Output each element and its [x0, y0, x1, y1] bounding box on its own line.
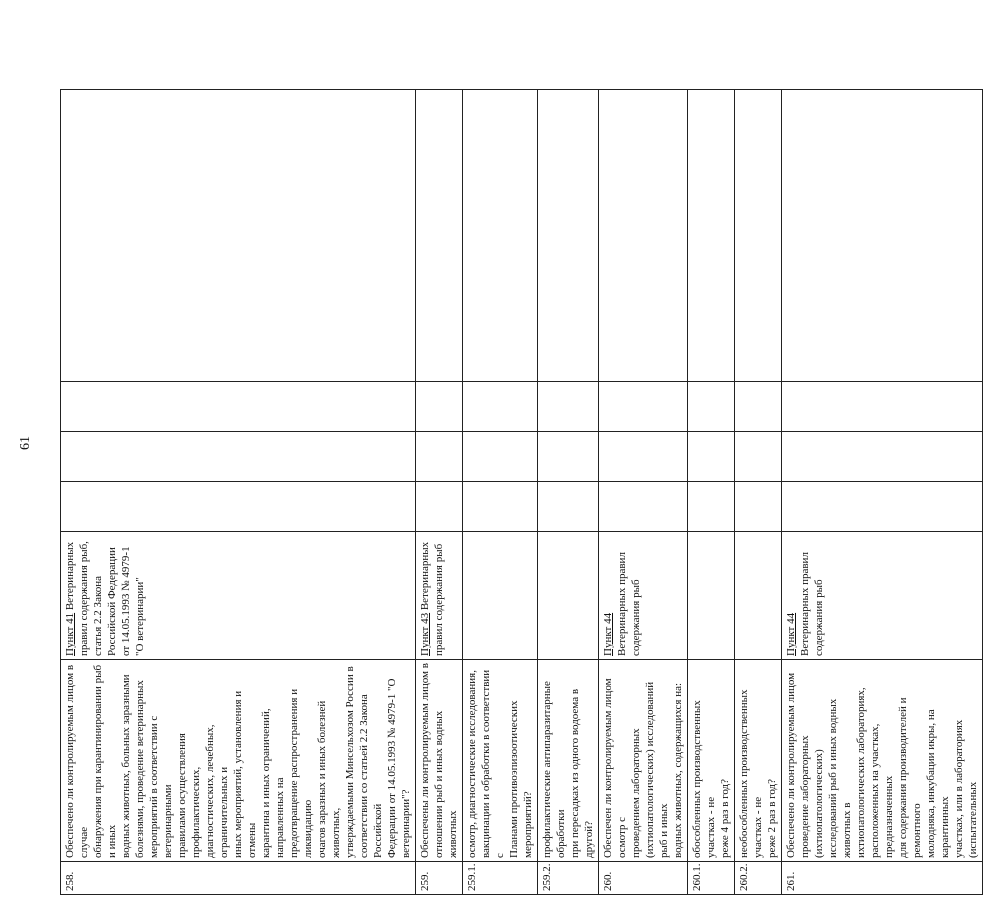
reference-link[interactable]: Пункт 44	[785, 612, 797, 656]
answer-cell[interactable]	[463, 482, 538, 532]
answer-cell[interactable]	[688, 90, 735, 382]
answer-cell[interactable]	[688, 482, 735, 532]
table-row	[688, 90, 735, 895]
reference-link[interactable]: Пункт 43	[419, 612, 431, 656]
table-row	[61, 90, 416, 895]
answer-cell[interactable]	[538, 90, 599, 382]
requirement-question: необособленных производственных участках - не реже 2 раз в год?	[735, 660, 782, 862]
legal-reference	[688, 532, 735, 660]
answer-cell[interactable]	[782, 482, 983, 532]
table-row	[735, 90, 782, 895]
row-number: 258.	[61, 862, 416, 895]
answer-cell[interactable]	[688, 432, 735, 482]
answer-cell[interactable]	[416, 482, 463, 532]
legal-reference	[538, 532, 599, 660]
checklist-table	[60, 89, 983, 895]
legal-reference: Пункт 44 Ветеринарных правил содержания рыб	[599, 532, 688, 660]
answer-cell[interactable]	[61, 382, 416, 432]
answer-cell[interactable]	[599, 382, 688, 432]
requirement-question: Обеспечен ли контролируемым лицом осмотр с проведением лабораторных (ихтиопатологических) исследований рыб и иных водных животных, содержащихся на:	[599, 660, 688, 862]
answer-cell[interactable]	[538, 482, 599, 532]
requirement-question: Обеспечено ли контролируемым лицом проведение лабораторных (ихтиопатологических) исследований рыб и иных водных животных в ихтиопатологических лабораториях, расположенных на участках, предназначенных для содержания производителей и ремонтного молодняка, инкубации икры, на карантинных участках, или в лабораториях (испытательных	[782, 660, 983, 862]
legal-reference	[463, 532, 538, 660]
answer-cell[interactable]	[735, 482, 782, 532]
requirement-question: обособленных производственных участках - не реже 4 раз в год?	[688, 660, 735, 862]
answer-cell[interactable]	[735, 382, 782, 432]
legal-reference: Пункт 43 Ветеринарных правил содержания рыб	[416, 532, 463, 660]
legal-reference: Пункт 44 Ветеринарных правил содержания рыб	[782, 532, 983, 660]
legal-reference: Пункт 41 Ветеринарных правил содержания рыб, статья 2.2 Закона Российской Федерации от 14.05.1993 № 4979-1 "О ветеринарии"	[61, 532, 416, 660]
answer-cell[interactable]	[782, 382, 983, 432]
requirement-question: профилактические антипаразитарные обработки при пересадках из одного водоема в другой?	[538, 660, 599, 862]
answer-cell[interactable]	[599, 90, 688, 382]
answer-cell[interactable]	[735, 432, 782, 482]
answer-cell[interactable]	[416, 432, 463, 482]
answer-cell[interactable]	[538, 432, 599, 482]
answer-cell[interactable]	[61, 482, 416, 532]
answer-cell[interactable]	[599, 432, 688, 482]
row-number: 261.	[782, 862, 983, 895]
answer-cell[interactable]	[735, 90, 782, 382]
table-row	[538, 90, 599, 895]
answer-cell[interactable]	[61, 432, 416, 482]
answer-cell[interactable]	[538, 382, 599, 432]
row-number: 259.	[416, 862, 463, 895]
row-number: 260.	[599, 862, 688, 895]
requirement-question: осмотр, диагностические исследования, вакцинации и обработки в соответствии с Планами противоэпизоотических мероприятий?	[463, 660, 538, 862]
table-row	[463, 90, 538, 895]
answer-cell[interactable]	[782, 432, 983, 482]
answer-cell[interactable]	[463, 90, 538, 382]
reference-link[interactable]: Пункт 44	[602, 612, 614, 656]
answer-cell[interactable]	[782, 90, 983, 382]
answer-cell[interactable]	[416, 90, 463, 382]
legal-reference	[735, 532, 782, 660]
row-number: 259.1.	[463, 862, 538, 895]
answer-cell[interactable]	[688, 382, 735, 432]
table-row	[599, 90, 688, 895]
row-number: 260.1.	[688, 862, 735, 895]
answer-cell[interactable]	[416, 382, 463, 432]
row-number: 259.2.	[538, 862, 599, 895]
table-row	[416, 90, 463, 895]
answer-cell[interactable]	[599, 482, 688, 532]
row-number: 260.2.	[735, 862, 782, 895]
requirement-question: Обеспечены ли контролируемым лицом в отношении рыб и иных водных животных	[416, 660, 463, 862]
requirement-question: Обеспечено ли контролируемым лицом в случае обнаружения при карантинировании рыб и иных водных животных, больных заразными болезнями, проведение ветеринарных мероприятий в соответствии с ветеринарными правилами осуществления профилактических, диагностических, лечебных, ограничительных и иных мероприятий, установления и отмены карантина и иных ограничений, направленных на предотвращение распространения и ликвидацию очагов заразных и иных болезней животных, утверждаемыми Минсельхозом России в соответствии со статьей 2.2 Закона Российской Федерации от 14.05.1993 № 4979-1 "О ветеринарии"?	[61, 660, 416, 862]
answer-cell[interactable]	[463, 432, 538, 482]
table-row	[782, 90, 983, 895]
reference-link[interactable]: Пункт 41	[64, 612, 76, 656]
answer-cell[interactable]	[61, 90, 416, 382]
page-number: 61	[18, 436, 33, 450]
answer-cell[interactable]	[463, 382, 538, 432]
